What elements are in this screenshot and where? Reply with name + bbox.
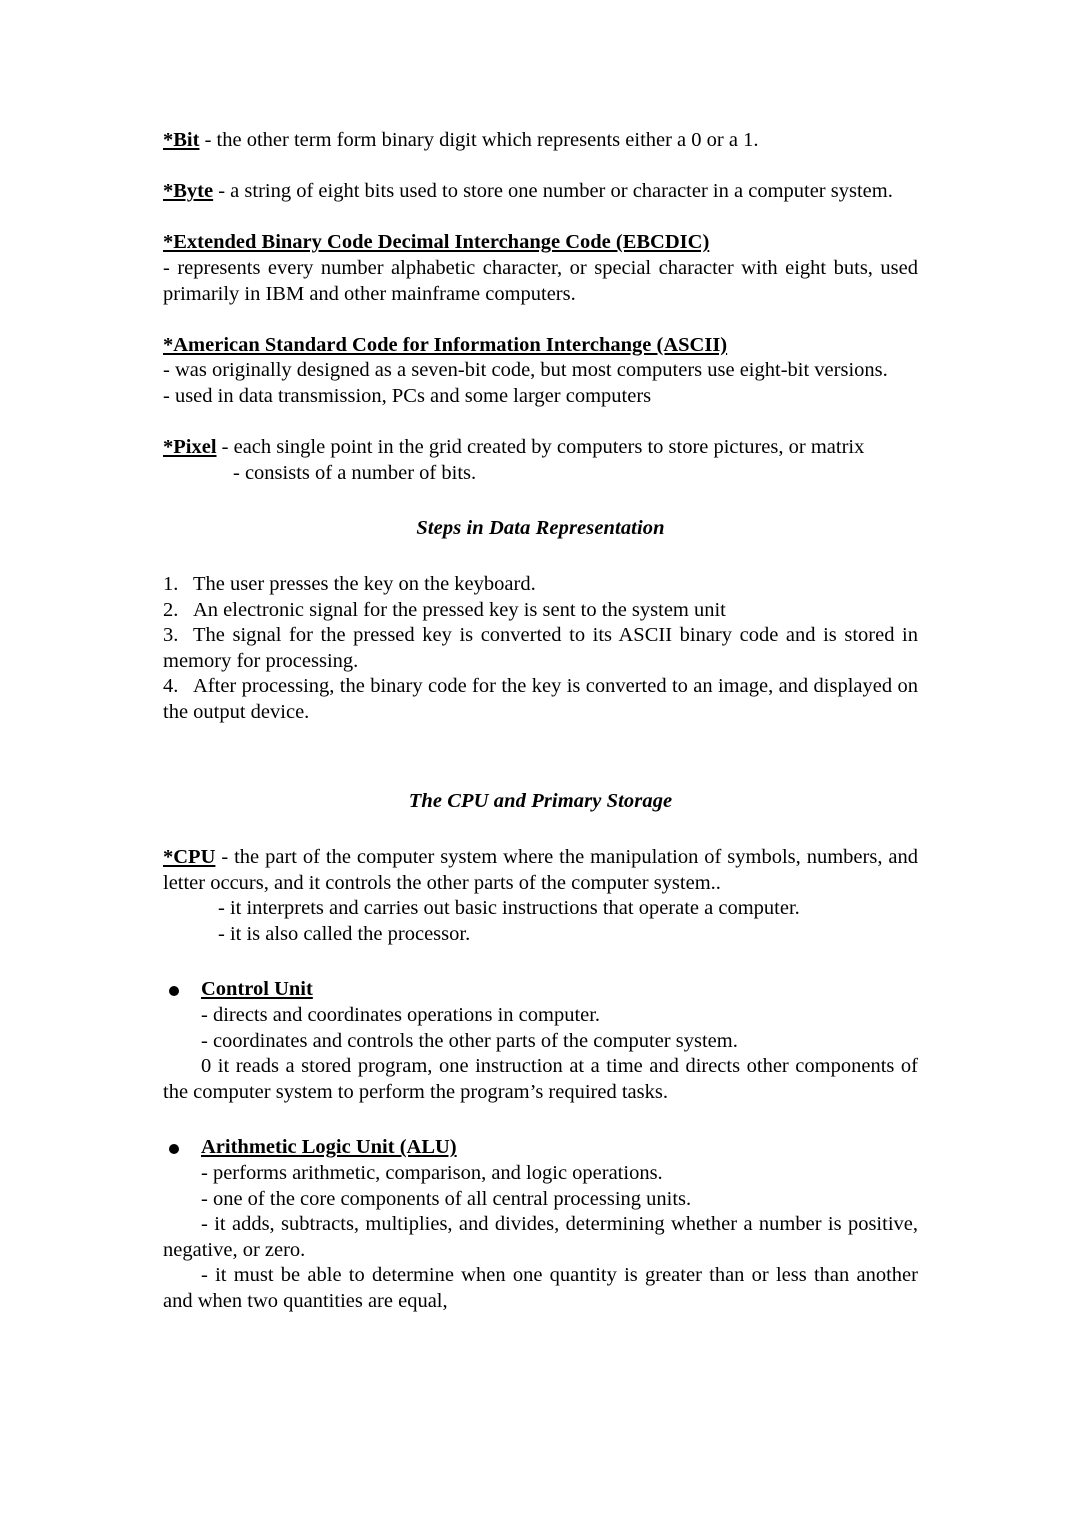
heading-ebcdic: *Extended Binary Code Decimal Interchange Code (EBCDIC)	[163, 231, 710, 254]
term-label-byte: *Byte	[163, 180, 214, 203]
bullet-heading-alu	[163, 1135, 918, 1161]
body-ascii-line2: - used in data transmission, PCs and some larger computers	[163, 384, 652, 407]
spacer	[163, 815, 918, 845]
spacer	[163, 542, 918, 572]
section-title-cpu: The CPU and Primary Storage	[408, 790, 673, 813]
step-number: 3.	[163, 624, 179, 647]
list-item	[163, 598, 918, 624]
definition-pixel	[163, 435, 918, 461]
definition-bit	[163, 128, 918, 154]
step-text: After processing, the binary code for the key is converted to an image, and displayed on the output device.	[163, 675, 918, 723]
term-label-bit: *Bit	[163, 129, 200, 151]
step-number: 2.	[163, 598, 179, 621]
bullet-paragraph: - it must be able to determine when one quantity is greater than or less than another and when two quantities are equal,	[163, 1264, 918, 1312]
steps-list	[163, 572, 918, 726]
body-ebcdic: - represents every number alphabetic character, or special character with eight buts, used primarily in IBM and other mainframe computers.	[163, 256, 918, 305]
body-cpu-sub1: - it interprets and carries out basic instructions that operate a computer.	[218, 897, 800, 920]
bullet-dot-icon	[169, 1144, 179, 1154]
bullet-dot-icon	[169, 986, 179, 996]
bullet-line: - one of the core components of all central processing units.	[201, 1187, 692, 1210]
list-item	[163, 674, 918, 725]
term-label-pixel: *Pixel	[163, 436, 217, 459]
bullet-line: - coordinates and controls the other parts of the computer system.	[201, 1029, 738, 1052]
bullet-section-alu	[163, 1135, 918, 1314]
bullet-line: - performs arithmetic, comparison, and logic operations.	[201, 1162, 663, 1184]
body-cpu-sub2: - it is also called the processor.	[218, 922, 471, 945]
bullet-paragraph: - it adds, subtracts, multiplies, and divides, determining whether a number is positive, negative, or zero.	[163, 1213, 918, 1261]
term-label-cpu: *CPU	[163, 846, 216, 869]
spacer	[163, 205, 918, 231]
step-number: 1.	[163, 572, 179, 595]
step-number: 4.	[163, 675, 179, 698]
bullet-line: - directs and coordinates operations in computer.	[201, 1004, 601, 1027]
step-text: An electronic signal for the pressed key is sent to the system unit	[193, 598, 726, 621]
term-body-cpu: - the part of the computer system where the manipulation of symbols, numbers, and letter occurs, and it controls the other parts of the computer system..	[163, 846, 918, 894]
step-text: The signal for the pressed key is converted to its ASCII binary code and is stored in memory for processing.	[163, 624, 918, 672]
body-pixel-sub: - consists of a number of bits.	[233, 461, 477, 484]
list-item	[163, 572, 918, 598]
spacer	[163, 410, 918, 436]
list-item	[163, 623, 918, 674]
spacer	[163, 725, 918, 789]
spacer	[163, 486, 918, 516]
spacer	[163, 947, 918, 977]
bullet-heading-control-unit	[163, 977, 918, 1003]
spacer	[163, 1105, 918, 1135]
term-body-pixel: - each single point in the grid created by computers to store pictures, or matrix	[216, 436, 865, 459]
spacer	[163, 307, 918, 333]
section-title-steps: Steps in Data Representation	[416, 517, 665, 540]
definition-byte	[163, 179, 918, 205]
document-body	[163, 128, 918, 1315]
bullet-label: Arithmetic Logic Unit (ALU)	[201, 1136, 457, 1159]
definition-cpu	[163, 845, 918, 896]
bullet-label: Control Unit	[201, 978, 313, 1001]
bullet-section-control-unit	[163, 977, 918, 1105]
term-body-byte: - a string of eight bits used to store one number or character in a computer system.	[213, 180, 893, 203]
term-body-bit: - the other term form binary digit which represents either a 0 or a 1.	[199, 129, 759, 151]
step-text: The user presses the key on the keyboard.	[193, 572, 536, 595]
body-ascii-line1: - was originally designed as a seven-bit code, but most computers use eight-bit versions.	[163, 359, 888, 382]
heading-ascii: *American Standard Code for Information Interchange (ASCII)	[163, 333, 728, 356]
bullet-paragraph: 0 it reads a stored program, one instruction at a time and directs other components of the computer system to perform the program’s required tasks.	[163, 1055, 918, 1103]
spacer	[163, 154, 918, 180]
